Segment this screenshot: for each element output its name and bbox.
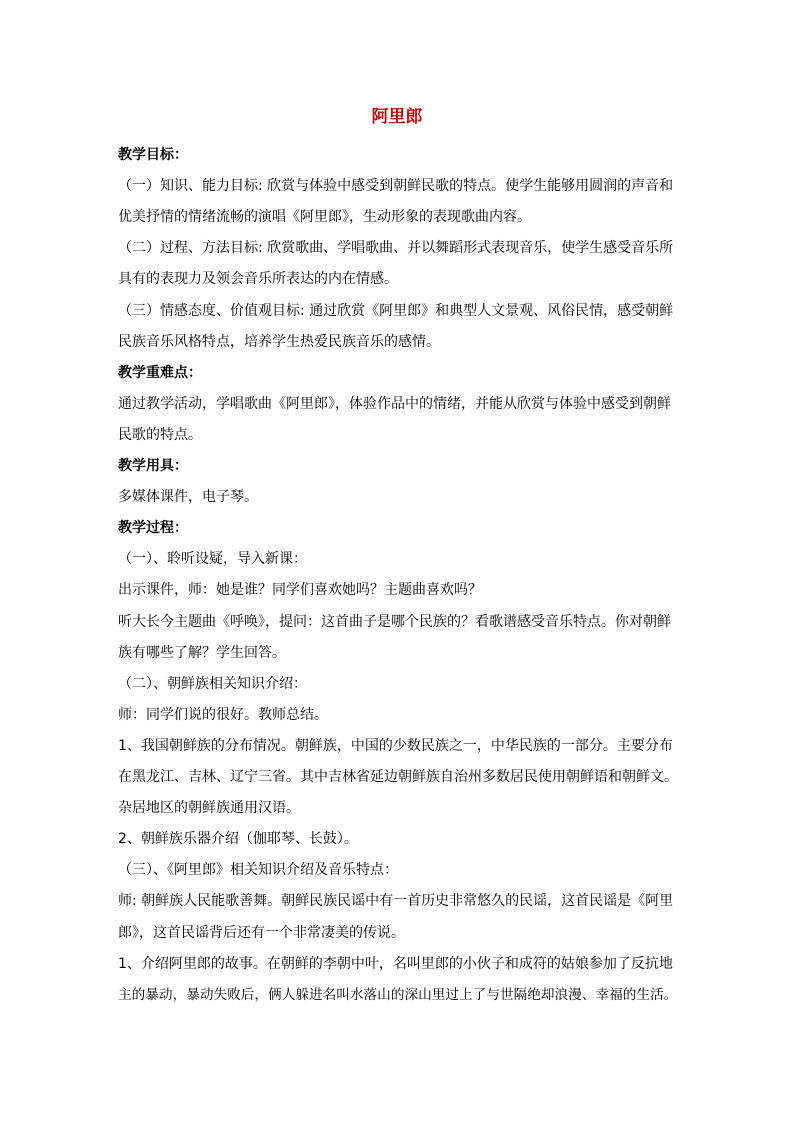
paragraph-line: （三）、《阿里郎》相关知识介绍及音乐特点： [118,862,398,879]
paragraph-line: 民歌的特点。 [118,426,202,443]
section-heading: 教学重难点： [118,364,202,381]
paragraph-line: 2、朝鲜族乐器介绍（伽耶琴、长鼓）。 [118,831,358,848]
paragraph-line: 在黑龙江、吉林、辽宁三省。其中吉林省延边朝鲜族自治州多数居民使用朝鲜语和朝鲜文。 [118,769,678,785]
section-heading: 教学用具： [118,458,188,474]
paragraph-line: 出示课件，师：她是谁？同学们喜欢她吗？主题曲喜欢吗？ [118,582,482,599]
paragraph-line: 师: 朝鲜族人民能歌善舞。朝鲜民族民谣中有一首历史非常悠久的民谣，这首民谣是《阿里 [118,893,674,910]
paragraph-line: 师：同学们说的很好。教师总结。 [118,706,328,723]
paragraph-line: （二）、朝鲜族相关知识介绍： [118,675,307,692]
section-heading: 教学过程： [118,520,188,537]
paragraph-line: 族有哪些了解？学生回答。 [118,644,286,661]
paragraph-line: （一）知识、能力目标: 欣赏与体验中感受到朝鲜民歌的特点。使学生能够用圆润的声音和 [118,178,674,195]
paragraph-line: （一）、聆听设疑，导入新课： [118,551,307,568]
paragraph-line: 优美抒情的情绪流畅的演唱《阿里郎》，生动形象的表现歌曲内容。 [118,209,531,226]
paragraph-line: 杂居地区的朝鲜族通用汉语。 [118,800,300,817]
section-heading: 教学目标： [118,147,188,163]
paragraph-line: 通过教学活动，学唱歌曲《阿里郎》，体验作品中的情绪，并能从欣赏与体验中感受到朝鲜 [118,395,671,412]
paragraph-line: 1、我国朝鲜族的分布情况。朝鲜族，中国的少数民族之一，中华民族的一部分。主要分布 [118,737,673,754]
paragraph-line: （二）过程、方法目标: 欣赏歌曲、学唱歌曲、并以舞蹈形式表现音乐，使学生感受音乐所 [118,240,674,257]
paragraph-line: 多媒体课件，电子琴。 [118,489,258,506]
paragraph-line: 郎》，这首民谣背后还有一个非常凄美的传说。 [118,924,405,941]
paragraph-line: 民族音乐风格特点，培养学生热爱民族音乐的感情。 [118,333,440,350]
paragraph-line: 具有的表现力及领会音乐所表达的内在情感。 [118,271,398,288]
paragraph-line: （三）情感态度、价值观目标: 通过欣赏《阿里郎》和典型人文景观、风俗民情，感受朝鲜 [118,302,674,319]
document-title: 阿里郎 [371,107,423,127]
paragraph-line: 1、介绍阿里郎的故事。在朝鲜的李朝中叶，名叫里郎的小伙子和成符的姑娘参加了反抗地 [118,955,673,972]
paragraph-line: 听大长今主题曲《呼唤》，提问：这首曲子是哪个民族的？看歌谱感受音乐特点。你对朝鲜 [118,613,671,630]
paragraph-line: 主的暴动，暴动失败后，俩人躲进名叫水落山的深山里过上了与世隔绝却浪漫、幸福的生活。 [118,986,678,1003]
